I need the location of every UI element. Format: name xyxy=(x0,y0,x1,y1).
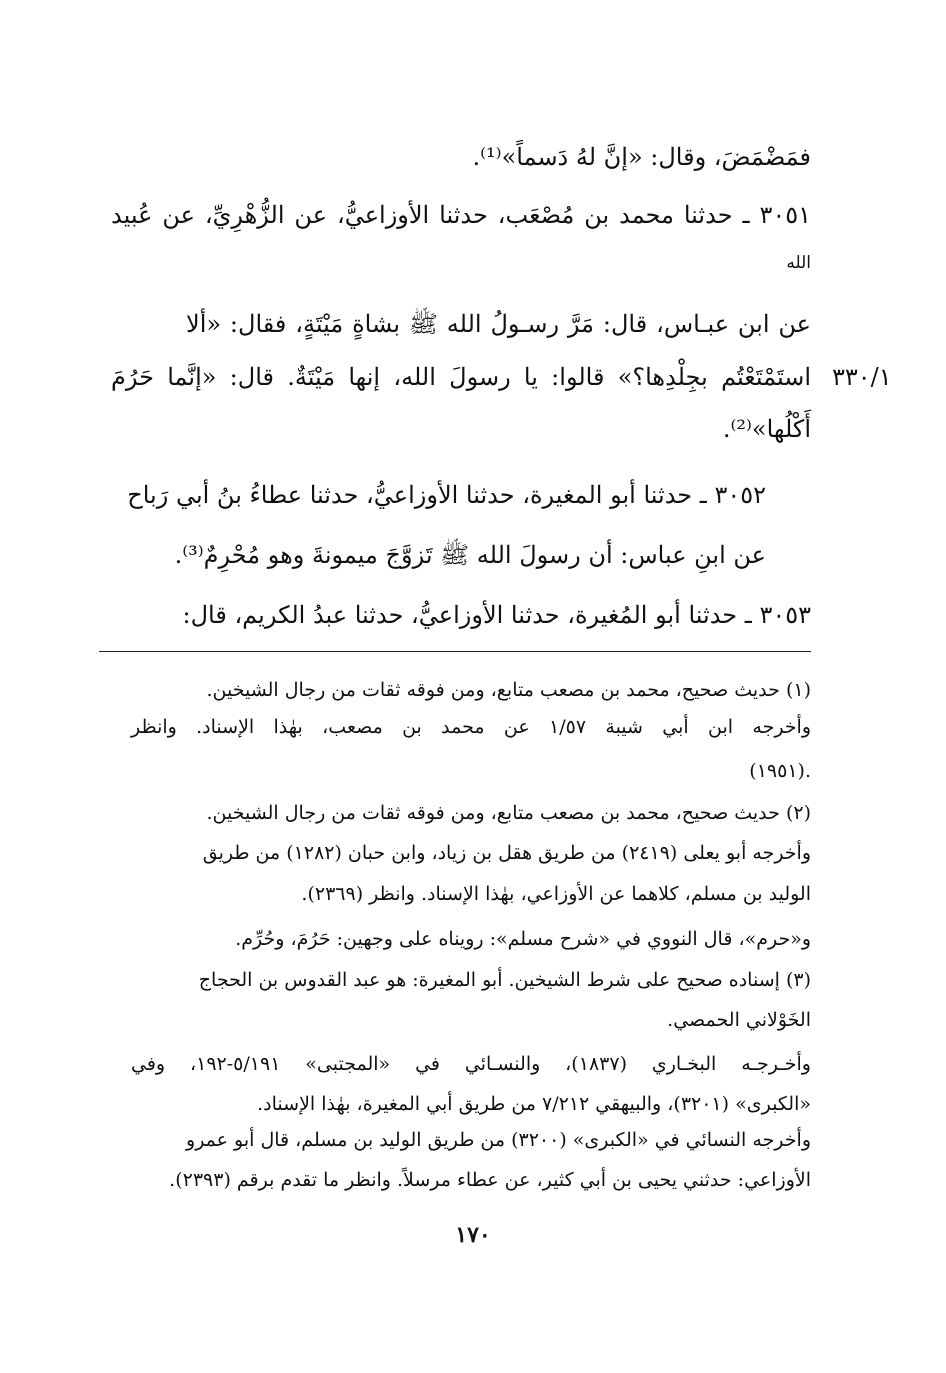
footnote-line-1: (١) حديث صحيح، محمد بن مصعب متابع، ومن فوقه ثقات من رجال الشيخين. xyxy=(206,679,811,701)
footnote-line-4: (٢) حديث صحيح، محمد بن مصعب متابع، ومن فوقه ثقات من رجال الشيخين. xyxy=(206,802,811,824)
footnote-line-12: وأخرجه النسائي في «الكبرى» (٣٢٠٠) من طريق الوليد بن مسلم، قال أبو عمرو xyxy=(186,1129,811,1151)
footnote-line-3: (١٩٥١). xyxy=(749,760,811,782)
main-text-line-9: ٣٠٥٣ ـ حدثنا أبو المُغيرة، حدثنا الأوزاعيُّ، حدثنا عبدُ الكريم، قال: xyxy=(182,601,811,629)
footnote-line-13: الأوزاعي: حدثني يحيى بن أبي كثير، عن عطاء مرسلاً. وانظر ما تقدم برقم (٢٣٩٣). xyxy=(169,1169,811,1191)
footnote-line-10: وأخـرجـه البخـاري (١٨٣٧)، والنسـائي في «المجتبى» ٥/١٩١-١٩٢، وفي xyxy=(131,1053,811,1075)
main-text-line-2: ٣٠٥١ ـ حدثنا محمد بن مُصْعَب، حدثنا الأوزاعيُّ، عن الزُّهْرِيِّ، عن عُبيد xyxy=(111,201,811,229)
main-text-line-7: ٣٠٥٢ ـ حدثنا أبو المغيرة، حدثنا الأوزاعيُّ، حدثنا عطاءُ بنُ أبي رَباح xyxy=(127,481,766,509)
footnote-line-9: الخَوْلاني الحمصي. xyxy=(667,1009,811,1031)
main-text-line-4: عن ابن عبـاس، قال: مَرَّ رسـولُ الله ﷺ بشاةٍ مَيْتَةٍ، فقال: «ألا xyxy=(186,310,811,338)
main-text-line-3: الله xyxy=(786,253,811,273)
main-text-line-6: أَكْلُها»⁽²⁾. xyxy=(722,415,811,443)
footnote-line-7: و«حرم»، قال النووي في «شرح مسلم»: رويناه على وجهين: حَرُمَ، وحُرِّم. xyxy=(235,928,811,950)
main-text-line-1: فمَضْمَضَ، وقال: «إنَّ لهُ دَسماً»⁽¹⁾. xyxy=(472,143,811,171)
footnote-line-8: (٣) إسناده صحيح على شرط الشيخين. أبو المغيرة: هو عبد القدوس بن الحجاج xyxy=(198,969,811,991)
footnote-line-6: الوليد بن مسلم، كلاهما عن الأوزاعي، بهٰذا الإسناد. وانظر (٢٣٦٩). xyxy=(301,883,811,905)
footnote-line-5: وأخرجه أبو يعلى (٢٤١٩) من طريق هقل بن زياد، وابن حبان (١٢٨٢) من طريق xyxy=(202,842,811,864)
main-text-line-8: عن ابنِ عباس: أن رسولَ الله ﷺ تَزوَّجَ ميمونةَ وهو مُحْرِمٌ⁽³⁾. xyxy=(174,541,766,569)
footnote-line-2: وأخرجه ابن أبي شيبة ١/٥٧ عن محمد بن مصعب، بهٰذا الإسناد. وانظر xyxy=(131,716,811,738)
page-number: ١٧٠ xyxy=(455,1222,491,1248)
footnote-line-11: «الكبرى» (٣٢٠١)، والبيهقي ٧/٢١٢ من طريق أبي المغيرة، بهٰذا الإسناد. xyxy=(257,1093,811,1115)
main-text-line-5: استَمْتَعْتُم بجِلْدِها؟» قالوا: يا رسولَ الله، إنها مَيْتَةٌ. قال: «إنَّما حَرُمَ xyxy=(111,363,811,391)
footnote-separator xyxy=(99,651,811,652)
margin-reference: ٣٣٠/١ xyxy=(832,363,892,391)
